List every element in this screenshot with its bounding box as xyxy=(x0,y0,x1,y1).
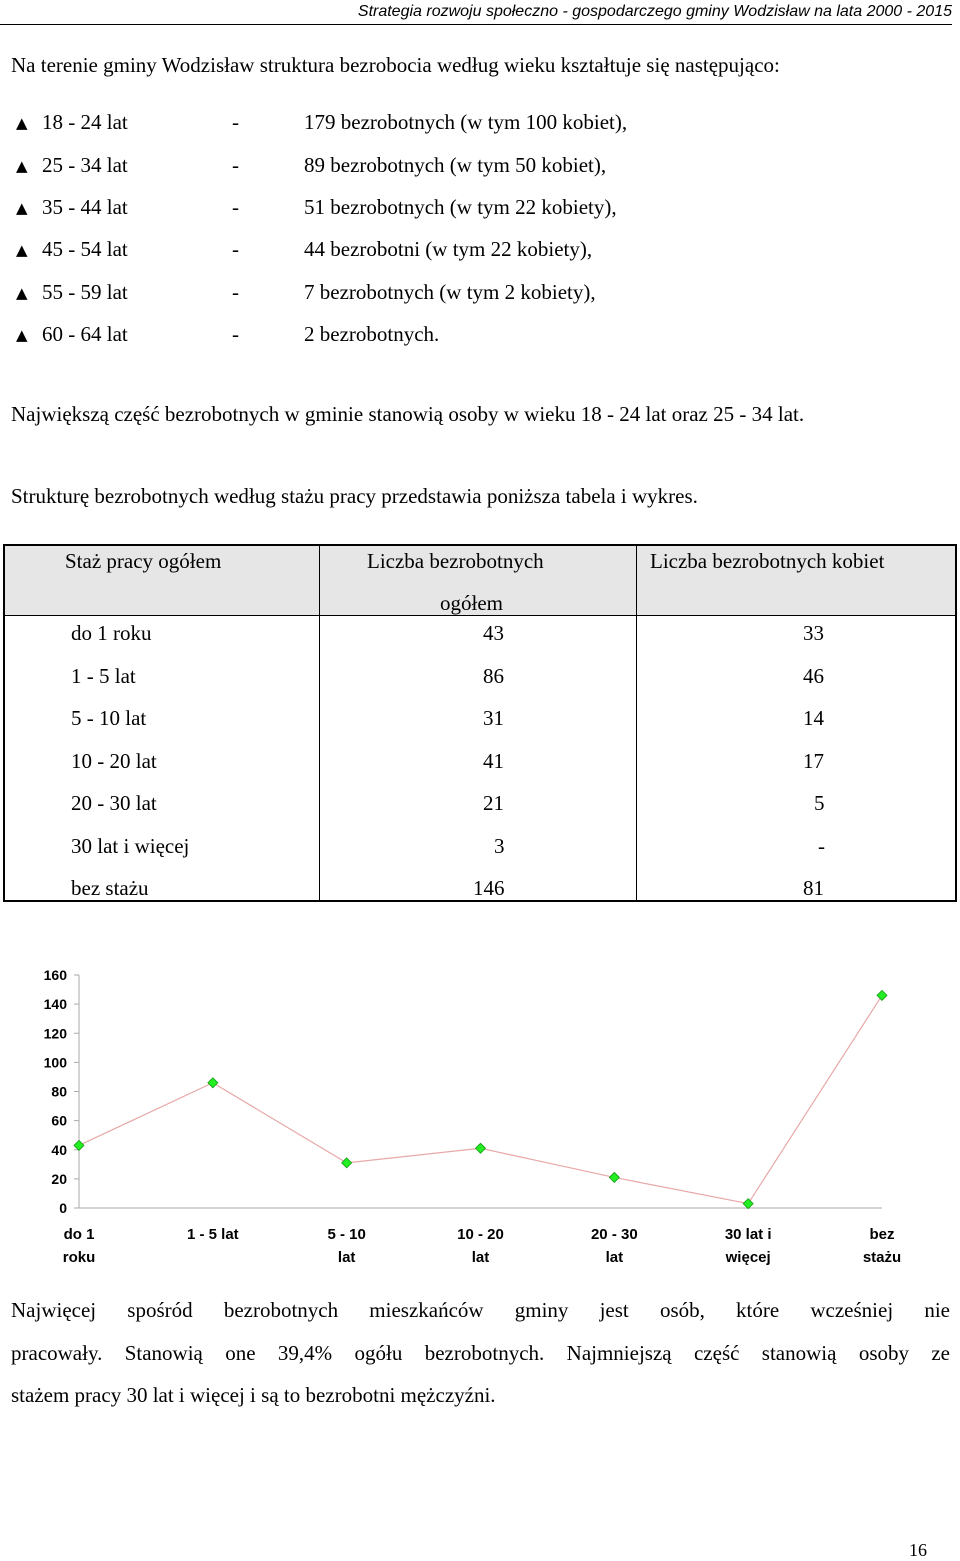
seniority-table xyxy=(3,544,957,902)
data-point-marker xyxy=(877,990,887,1000)
age-range: 18 - 24 lat xyxy=(42,110,128,134)
table-cell-women: - xyxy=(818,834,825,858)
age-summary-paragraph: Największą część bezrobotnych w gminie stanowią osoby w wieku 18 - 24 lat oraz 25 - 34 lat. xyxy=(11,402,805,426)
data-point-marker xyxy=(74,1140,84,1150)
column-divider xyxy=(636,546,637,900)
x-tick-label: bez xyxy=(869,1226,895,1243)
age-range: 35 - 44 lat xyxy=(42,195,128,219)
separator-dash: - xyxy=(232,280,239,304)
table-cell-seniority: bez stażu xyxy=(71,876,149,900)
table-cell-seniority: 5 - 10 lat xyxy=(71,706,147,730)
table-cell-women: 5 xyxy=(814,791,825,815)
column-divider xyxy=(319,546,320,900)
arrow-up-bullet-icon: ▲ xyxy=(16,326,28,344)
age-group-description: 2 bezrobotnych. xyxy=(304,322,440,346)
separator-dash: - xyxy=(232,237,239,261)
table-cell-women: 14 xyxy=(803,706,824,730)
y-tick-label: 40 xyxy=(51,1141,67,1158)
age-group-description: 179 bezrobotnych (w tym 100 kobiet), xyxy=(304,110,628,134)
age-group-description: 89 bezrobotnych (w tym 50 kobiet), xyxy=(304,153,607,177)
table-cell-seniority: 20 - 30 lat xyxy=(71,791,157,815)
data-point-marker xyxy=(743,1199,753,1209)
y-tick-label: 60 xyxy=(51,1112,67,1129)
x-tick-label: lat xyxy=(337,1249,356,1266)
table-cell-seniority: do 1 roku xyxy=(71,621,152,645)
table-cell-total: 21 xyxy=(483,791,504,815)
page-number: 16 xyxy=(909,1540,927,1560)
table-cell-total: 86 xyxy=(483,664,504,688)
x-tick-label: roku xyxy=(62,1249,96,1266)
seniority-line-chart xyxy=(0,955,960,1275)
table-header-total-sub: ogółem xyxy=(440,591,503,615)
table-intro-paragraph: Strukturę bezrobotnych według stażu pracy przedstawia poniższa tabela i wykres. xyxy=(11,484,698,508)
y-tick-label: 80 xyxy=(51,1083,67,1100)
y-tick-label: 20 xyxy=(51,1170,67,1187)
series-line xyxy=(79,995,882,1203)
y-tick-label: 160 xyxy=(43,967,67,983)
x-tick-label: 10 - 20 xyxy=(457,1226,504,1243)
table-cell-total: 41 xyxy=(483,749,504,773)
arrow-up-bullet-icon: ▲ xyxy=(16,114,28,132)
data-point-marker xyxy=(208,1078,218,1088)
age-range: 45 - 54 lat xyxy=(42,237,128,261)
y-tick-label: 140 xyxy=(43,996,67,1013)
table-header-seniority: Staż pracy ogółem xyxy=(65,549,222,573)
page-header: Strategia rozwoju społeczno - gospodarczego gminy Wodzisław na lata 2000 - 2015 xyxy=(0,0,952,25)
x-tick-label: lat xyxy=(471,1249,490,1266)
list-item xyxy=(0,322,960,352)
arrow-up-bullet-icon: ▲ xyxy=(16,284,28,302)
x-tick-label: lat xyxy=(605,1249,624,1266)
table-header-total: Liczba bezrobotnych xyxy=(367,549,544,573)
table-cell-total: 43 xyxy=(483,621,504,645)
age-range: 25 - 34 lat xyxy=(42,153,128,177)
table-cell-women: 81 xyxy=(803,876,824,900)
x-tick-label: do 1 xyxy=(63,1226,95,1243)
list-item xyxy=(0,280,960,310)
intro-paragraph: Na terenie gminy Wodzisław struktura bezrobocia według wieku kształtuje się następująco: xyxy=(11,53,780,77)
list-item xyxy=(0,195,960,225)
x-tick-label: 5 - 10 xyxy=(327,1226,366,1243)
separator-dash: - xyxy=(232,195,239,219)
separator-dash: - xyxy=(232,110,239,134)
arrow-up-bullet-icon: ▲ xyxy=(16,241,28,259)
arrow-up-bullet-icon: ▲ xyxy=(16,157,28,175)
y-tick-label: 0 xyxy=(59,1200,67,1216)
table-cell-total: 3 xyxy=(494,834,505,858)
table-cell-seniority: 30 lat i więcej xyxy=(71,834,190,858)
list-item xyxy=(0,237,960,267)
conclusion-line-3: stażem pracy 30 lat i więcej i są to bezrobotni mężczyźni. xyxy=(11,1383,496,1407)
x-tick-label: 1 - 5 lat xyxy=(186,1226,239,1243)
table-cell-women: 17 xyxy=(803,749,824,773)
list-item xyxy=(0,110,960,140)
conclusion-line-2: pracowały. Stanowią one 39,4% ogółu bezrobotnych. Najmniejszą część stanowią osoby ze xyxy=(11,1341,950,1365)
x-tick-label: 20 - 30 xyxy=(590,1226,638,1243)
conclusion-line-1: Najwięcej spośród bezrobotnych mieszkańców gminy jest osób, które wcześniej nie xyxy=(11,1298,950,1322)
table-cell-women: 46 xyxy=(803,664,824,688)
x-tick-label: 30 lat i xyxy=(724,1226,772,1243)
y-tick-label: 120 xyxy=(43,1025,67,1042)
age-group-description: 44 bezrobotni (w tym 22 kobiety), xyxy=(304,237,593,261)
chart-canvas xyxy=(0,955,960,1275)
arrow-up-bullet-icon: ▲ xyxy=(16,199,28,217)
age-range: 60 - 64 lat xyxy=(42,322,128,346)
table-cell-seniority: 1 - 5 lat xyxy=(71,664,136,688)
age-group-description: 7 bezrobotnych (w tym 2 kobiety), xyxy=(304,280,596,304)
y-tick-label: 100 xyxy=(43,1054,67,1071)
table-cell-total: 146 xyxy=(473,876,505,900)
x-tick-label: stażu xyxy=(862,1249,902,1266)
table-cell-seniority: 10 - 20 lat xyxy=(71,749,157,773)
separator-dash: - xyxy=(232,322,239,346)
age-group-description: 51 bezrobotnych (w tym 22 kobiety), xyxy=(304,195,617,219)
data-point-marker xyxy=(476,1143,486,1153)
table-cell-women: 33 xyxy=(803,621,824,645)
x-tick-label: więcej xyxy=(725,1249,771,1266)
age-range: 55 - 59 lat xyxy=(42,280,128,304)
table-cell-total: 31 xyxy=(483,706,504,730)
table-header-women: Liczba bezrobotnych kobiet xyxy=(650,549,885,573)
separator-dash: - xyxy=(232,153,239,177)
data-point-marker xyxy=(342,1158,352,1168)
data-point-marker xyxy=(609,1172,619,1182)
list-item xyxy=(0,153,960,183)
